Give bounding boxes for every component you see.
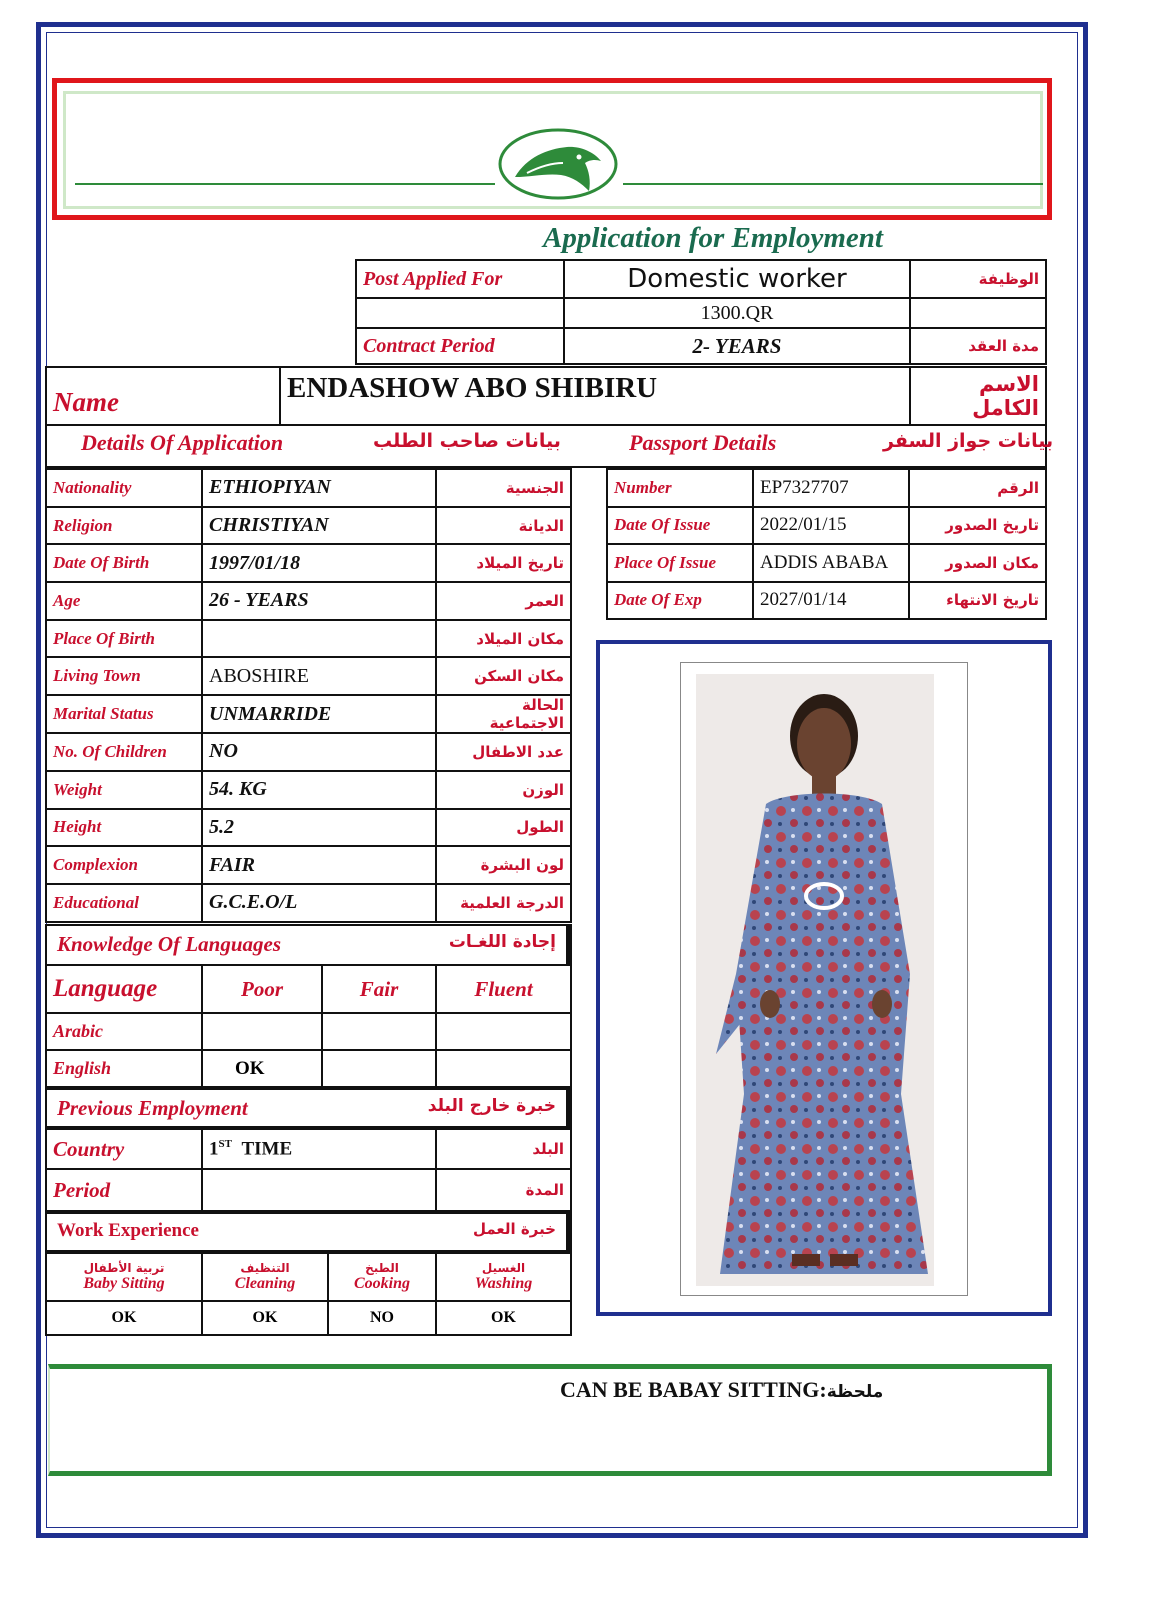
detail-label: Religion <box>46 507 202 545</box>
header-line-right <box>623 183 1043 185</box>
lang-arabic-poor <box>202 1013 322 1050</box>
details-row <box>46 809 571 847</box>
details-row <box>46 884 571 922</box>
detail-value: FAIR <box>202 846 436 884</box>
passport-label: Date Of Exp <box>607 582 753 620</box>
lang-row-arabic: Arabic <box>46 1013 202 1050</box>
detail-ar: الطول <box>436 809 571 847</box>
post-ar: الوظيفة <box>910 260 1046 298</box>
applicant-photo <box>696 674 934 1286</box>
lang-arabic-fluent <box>436 1013 571 1050</box>
passport-table <box>606 468 1047 620</box>
header-line-left <box>75 183 495 185</box>
details-row <box>46 771 571 809</box>
passport-label: Passport Details <box>629 430 777 455</box>
detail-value: ETHIOPIYAN <box>202 469 436 507</box>
detail-label: Marital Status <box>46 695 202 733</box>
passport-row <box>607 469 1046 507</box>
passport-ar: تاريخ الانتهاء <box>909 582 1046 620</box>
passport-row <box>607 582 1046 620</box>
lang-header-poor: Poor <box>202 965 322 1013</box>
detail-ar: لون البشرة <box>436 846 571 884</box>
details-row <box>46 846 571 884</box>
passport-ar: بيانات جواز السفر <box>883 430 1054 452</box>
detail-ar: عدد الاطفال <box>436 733 571 771</box>
work-header <box>45 1212 572 1252</box>
person-photo-icon <box>696 674 934 1286</box>
details-row <box>46 657 571 695</box>
header-box <box>52 78 1052 220</box>
detail-value: NO <box>202 733 436 771</box>
skills-table <box>45 1252 572 1336</box>
detail-label: Educational <box>46 884 202 922</box>
detail-label: Place Of Birth <box>46 620 202 658</box>
detail-value: 1997/01/18 <box>202 544 436 582</box>
passport-ar: الرقم <box>909 469 1046 507</box>
passport-ar: تاريخ الصدور <box>909 507 1046 545</box>
detail-value: 5.2 <box>202 809 436 847</box>
name-label: Name <box>46 367 280 425</box>
languages-ar: إجادة اللغـات <box>448 932 556 952</box>
country-ar: البلد <box>436 1129 571 1169</box>
passport-row <box>607 544 1046 582</box>
detail-ar: الديانة <box>436 507 571 545</box>
skill-cooking-value: NO <box>328 1301 436 1335</box>
country-value: 1ST TIME <box>202 1129 436 1169</box>
passport-value: 2022/01/15 <box>753 507 909 545</box>
detail-value: 26 - YEARS <box>202 582 436 620</box>
contract-ar: مدة العقد <box>910 328 1046 364</box>
previous-ar: خبرة خارج البلد <box>427 1096 556 1116</box>
lang-header-language: Language <box>46 965 202 1013</box>
skill-baby-sitting: تربية الأطفال Baby Sitting <box>46 1253 202 1301</box>
details-label: Details Of Application <box>81 430 284 455</box>
post-value: Domestic worker <box>564 260 910 298</box>
note-box <box>48 1364 1052 1476</box>
passport-value: EP7327707 <box>753 469 909 507</box>
detail-ar: مكان السكن <box>436 657 571 695</box>
name-value: ENDASHOW ABO SHIBIRU <box>280 367 910 425</box>
languages-label: Knowledge Of Languages <box>57 932 282 956</box>
post-label: Post Applied For <box>356 260 564 298</box>
details-row <box>46 582 571 620</box>
detail-value <box>202 620 436 658</box>
detail-label: Nationality <box>46 469 202 507</box>
details-row <box>46 733 571 771</box>
detail-ar: مكان الميلاد <box>436 620 571 658</box>
lang-row-english: English <box>46 1050 202 1087</box>
detail-value: 54. KG <box>202 771 436 809</box>
skill-cleaning-value: OK <box>202 1301 328 1335</box>
detail-label: Living Town <box>46 657 202 695</box>
lang-arabic-fair <box>322 1013 436 1050</box>
details-row <box>46 695 571 733</box>
lang-english-fluent <box>436 1050 571 1087</box>
previous-label: Previous Employment <box>57 1096 248 1120</box>
passport-row <box>607 507 1046 545</box>
detail-value: UNMARRIDE <box>202 695 436 733</box>
details-table <box>45 468 572 923</box>
details-ar: بيانات صاحب الطلب <box>373 430 561 452</box>
lang-header-fair: Fair <box>322 965 436 1013</box>
details-row <box>46 469 571 507</box>
skill-cleaning: التنظيف Cleaning <box>202 1253 328 1301</box>
work-ar: خبرة العمل <box>472 1220 556 1238</box>
period-label: Period <box>46 1169 202 1211</box>
detail-label: No. Of Children <box>46 733 202 771</box>
post-table <box>355 259 1047 365</box>
contract-label: Contract Period <box>356 328 564 364</box>
skill-baby-sitting-value: OK <box>46 1301 202 1335</box>
detail-value: CHRISTIYAN <box>202 507 436 545</box>
lang-english-poor: OK <box>202 1050 322 1087</box>
passport-value: 2027/01/14 <box>753 582 909 620</box>
detail-ar: تاريخ الميلاد <box>436 544 571 582</box>
note-text: CAN BE BABAY SITTING:ملحظة <box>560 1377 884 1402</box>
passport-label: Number <box>607 469 753 507</box>
details-row <box>46 507 571 545</box>
contract-value: 2- YEARS <box>564 328 910 364</box>
detail-label: Complexion <box>46 846 202 884</box>
period-ar: المدة <box>436 1169 571 1211</box>
detail-ar: الوزن <box>436 771 571 809</box>
detail-ar: الجنسية <box>436 469 571 507</box>
previous-table <box>45 1128 572 1212</box>
skill-washing-value: OK <box>436 1301 571 1335</box>
horse-head-logo-icon <box>497 127 619 201</box>
passport-label: Date Of Issue <box>607 507 753 545</box>
skill-washing: الغسيل Washing <box>436 1253 571 1301</box>
details-row <box>46 620 571 658</box>
lang-header-fluent: Fluent <box>436 965 571 1013</box>
work-label: Work Experience <box>57 1220 199 1241</box>
name-table <box>45 366 1047 426</box>
period-value <box>202 1169 436 1211</box>
country-label: Country <box>46 1129 202 1169</box>
languages-header <box>45 924 572 966</box>
previous-header <box>45 1088 572 1128</box>
details-row <box>46 544 571 582</box>
detail-label: Date Of Birth <box>46 544 202 582</box>
detail-label: Weight <box>46 771 202 809</box>
languages-table <box>45 964 572 1088</box>
detail-value: G.C.E.O/L <box>202 884 436 922</box>
skill-cooking: الطبخ Cooking <box>328 1253 436 1301</box>
detail-ar: العمر <box>436 582 571 620</box>
salary-value: 1300.QR <box>564 298 910 328</box>
page-title: Application for Employment <box>543 222 883 254</box>
name-ar: الاسم الكامل <box>910 367 1046 425</box>
detail-ar: الدرجة العلمية <box>436 884 571 922</box>
detail-label: Age <box>46 582 202 620</box>
detail-label: Height <box>46 809 202 847</box>
detail-ar: الحالة الاجتماعية <box>436 695 571 733</box>
passport-label: Place Of Issue <box>607 544 753 582</box>
passport-value: ADDIS ABABA <box>753 544 909 582</box>
section-header <box>45 424 1054 468</box>
lang-english-fair <box>322 1050 436 1087</box>
passport-ar: مكان الصدور <box>909 544 1046 582</box>
detail-value: ABOSHIRE <box>202 657 436 695</box>
